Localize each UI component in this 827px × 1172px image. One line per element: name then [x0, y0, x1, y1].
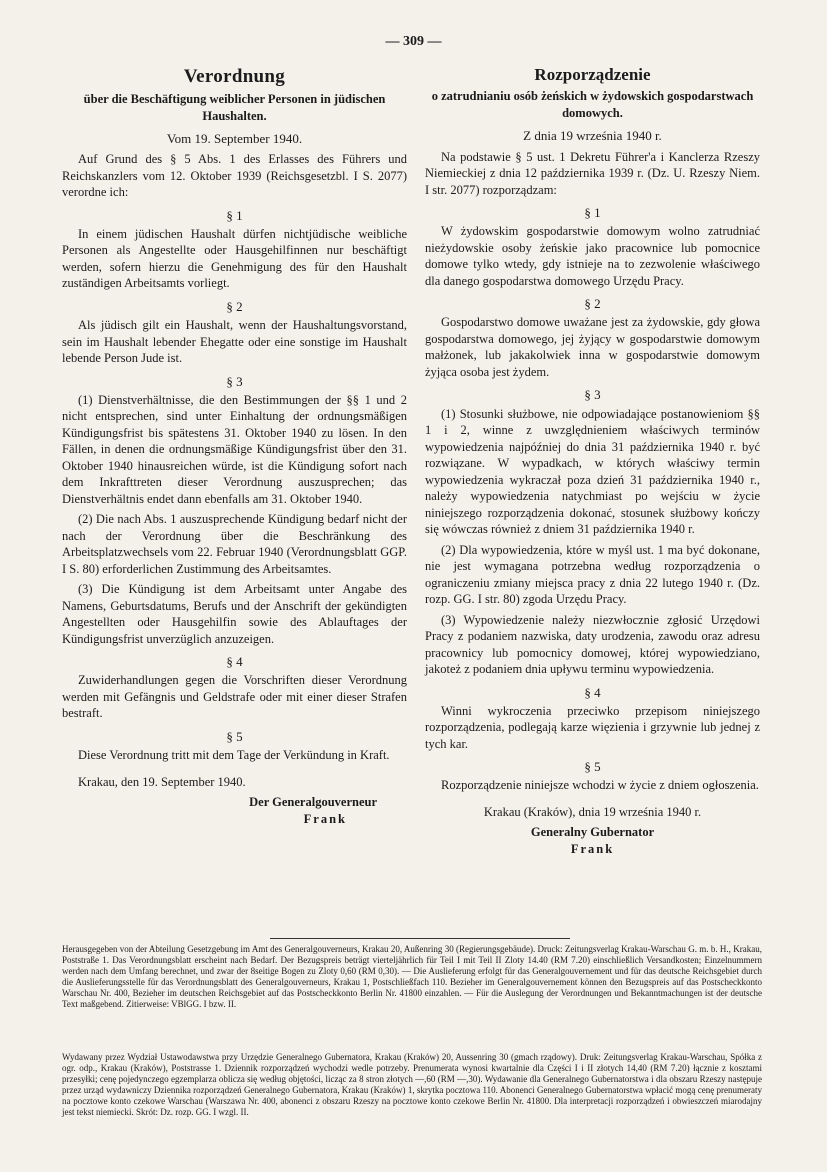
- polish-section-1-text: W żydowskim gospodarstwie domowym wolno zatrudniać nieżydowskie osoby żeńskie jako pracownice lub pomocnice domowe tylko wtedy, gdy istnieje na to zezwolenie właściwego dla danego gospodarstwa domowego Urzędu Pracy.: [425, 224, 760, 288]
- page-number: — 309 —: [385, 34, 442, 49]
- german-section-5-heading: § 5: [226, 728, 243, 744]
- polish-section-2-heading: § 2: [584, 296, 601, 312]
- german-section-3-para-3: (3) Die Kündigung ist dem Arbeitsamt unter Angabe des Namens, Geburtsdatums, Berufs und der Anschrift der gekündigten Angestellten oder Hausgehilfin sowie des Ablauftages der Kündigungsfrist unverzüglich anzuzeigen.: [62, 582, 407, 646]
- german-title: Verordnung: [183, 66, 286, 87]
- german-section-4-heading: § 4: [226, 654, 243, 670]
- polish-title: Rozporządzenie: [534, 65, 651, 84]
- polish-section-3-heading: § 3: [584, 387, 601, 403]
- polish-signatory-role: Generalny Gubernator: [530, 825, 655, 840]
- polish-section-3-para-2: (2) Dla wypowiedzenia, które w myśl ust. 1 ma być dokonane, nie jest wymagana potrzebna według rozporządzenia o ograniczeniu zmiany miejsca pracy z dnia 22 lutego 1940 r. (Dz. rozp. GG. I str. 80) zgoda Urzędu Pracy.: [425, 542, 760, 607]
- german-signatory-role: Der Generalgouverneur: [249, 795, 377, 810]
- german-section-1-heading: § 1: [226, 207, 243, 223]
- polish-section-1-heading: § 1: [584, 205, 601, 221]
- polish-preamble: Na podstawie § 5 ust. 1 Dekretu Führer'a i Kanclerza Rzeszy Niemieckiej z dnia 12 października 1939 r. (Dz. U. Rzeszy Niem. I str. 2077) rozporządzam:: [425, 149, 760, 197]
- german-section-3-para-2: (2) Die nach Abs. 1 auszusprechende Kündigung bedarf nicht der nach der Verordnung über die Beschränkung des Arbeitsplatzwechsels vom 22. Februar 1940 (Verordnungsblatt GGP. I S. 80) erforderlichen Zustimmung des Arbeitsamtes.: [62, 512, 407, 576]
- polish-section-3-para-1: (1) Stosunki służbowe, nie odpowiadające postanowieniom §§ 1 i 2, winne z uwzględnieniem właściwych terminów wypowiedzenia najpóźniej do dnia 31 października 1940 r. być rozwiązane. W wypadkach, w których właściwy termin wypowiedzenia wykraczał poza dzień 31 października 1940 r., należy wypowiedzenia natychmiast po wejściu w życie niniejszego rozporządzenia dokonać, stosunek służbowy kończy się wówczas również z dniem 31 października 1940 r.: [425, 406, 760, 537]
- footer-german-imprint: Herausgegeben von der Abteilung Gesetzgebung im Amt des Generalgouverneurs, Krakau 20, Außenring 30 (Regierungsgebäude). Druck: Zeitungsverlag Krakau-Warschau G. m. b. H., Krakau, Poststraße 1. Das Verordnungsblatt erscheint nach Bedarf. Der Bezugspreis beträgt vierteljährlich für Teil I mit Teil II Zloty 14.40 (RM 7.20) einschließlich Versandkosten; Einzelnummern werden nach dem Umfang berechnet, und zwar der 8seitige Bogen zu Zloty 0,60 (RM 0,30). — Die Auslieferung erfolgt für das Generalgouvernement und für das deutsche Reichsgebiet durch die Auslieferungsstelle für das Verordnungsblatt des Generalgouverneurs, Krakau 1, Postschließfach 110. Bezieher im Generalgouvernement können den Bezugspreis auf das Postscheckkonto Warschau Nr. 400, Bezieher im deutschen Reichsgebiet auf das Postscheckkonto Berlin Nr. 41800 einzahlen. — Für die Auslegung der Verordnungen und Bekanntmachungen ist der deutsche Text maßgebend. Zitierweise: VBlGG. I bzw. II.: [62, 944, 762, 1009]
- polish-section-3-para-3: (3) Wypowiedzenie należy niezwłocznie zgłosić Urzędowi Pracy z podaniem nazwiska, daty urodzenia, zawodu oraz adresu pracownicy lub pomocnicy domowej, której wypowiedziano, jakoteż z podaniem dnia upływu terminu wypowiedzenia.: [425, 612, 760, 677]
- german-section-3-para-1: (1) Dienstverhältnisse, die den Bestimmungen der §§ 1 und 2 nicht entsprechen, sind unter Einhaltung der ordnungsmäßigen Kündigungsfrist bis spätestens 31. Oktober 1940 zu lösen. In den Fällen, in denen die ordnungsmäßige Kündigungsfrist über den 31. Oktober 1940 hinausreichen würde, ist die Kündigung sofort nach dem Inkrafttreten dieser Verordnung auszusprechen; das Dienstverhältnis endet dann ebenfalls am 31. Oktober 1940.: [62, 392, 407, 506]
- german-section-2-text: Als jüdisch gilt ein Haushalt, wenn der Haushaltungsvorstand, sein im Haushalt lebender Ehegatte oder eine sonstige im Haushalt lebende Person Jude ist.: [62, 318, 407, 366]
- polish-section-4-text: Winni wykroczenia przeciwko przepisom niniejszego rozporządzenia, podlegają karze więzienia i grzywnie lub jednej z tych kar.: [425, 703, 760, 751]
- german-signatory-name: Frank: [303, 811, 347, 826]
- polish-section-5-text: Rozporządzenie niniejsze wchodzi w życie z dniem ogłoszenia.: [441, 778, 759, 793]
- footer-polish-imprint: Wydawany przez Wydział Ustawodawstwa przy Urzędzie Generalnego Gubernatora, Krakau (Kraków) 20, Aussenring 30 (gmach rządowy). Druk: Zeitungsverlag Krakau-Warschau, Spółka z ogr. odp., Krakau (Kraków), Poststrasse 1. Dziennik rozporządzeń wychodzi wedle potrzeby. Prenumerata wynosi kwartalnie dla Części I i II złotych 14,40 (RM 7.20) łącznie z kosztami przesyłki; cenę pojedynczego egzemplarza oblicza się według objętości, licząc za 8 stron złotych —,60 (RM —,30). Wydawanie dla Generalnego Gubernatorstwa i dla obszaru Rzeszy następuje przez urząd wydawniczy Dziennika rozporządzeń Generalnego Gubernatora, Krakau (Kraków) 1, skrytka pocztowa 110. Abonenci Generalnego Gubernatorstwa wpłacić mogą cenę prenumeraty na pocztowe konto czekowe Warschau (Warszawa Nr. 400, abonenci z obszaru Rzeszy na pocztowe konto czekowe Berlin Nr. 41800. Dla interpretacji rozporządzeń i obwieszczeń miarodajny jest tekst niemiecki. Skrót: Dz. rozp. GG. I wzgl. II.: [62, 1052, 762, 1117]
- polish-section-5-heading: § 5: [584, 759, 601, 775]
- german-preamble: Auf Grund des § 5 Abs. 1 des Erlasses des Führers und Reichskanzlers vom 12. Oktober 1939 (Reichsgesetzbl. I S. 2077) verordne ich:: [62, 152, 407, 200]
- footer-divider: [270, 938, 570, 939]
- german-place-date: Krakau, den 19. September 1940.: [78, 774, 246, 789]
- german-section-3-heading: § 3: [226, 373, 243, 389]
- polish-column: [425, 64, 760, 857]
- polish-section-2-text: Gospodarstwo domowe uważane jest za żydowskie, gdy głowa gospodarstwa domowego, jej żyjący w gospodarstwie domowym małżonek, lub jakakolwiek inna w gospodarstwie domowym żyjąca osoba jest żydem.: [425, 315, 760, 379]
- polish-subtitle: o zatrudnianiu osób żeńskich w żydowskich gospodarstwach domowych.: [431, 89, 754, 120]
- german-date: Vom 19. September 1940.: [166, 131, 303, 147]
- polish-signatory-name: Frank: [570, 841, 615, 856]
- german-section-5-text: Diese Verordnung tritt mit dem Tage der Verkündung in Kraft.: [78, 748, 390, 763]
- german-column: [62, 64, 407, 827]
- german-section-4-text: Zuwiderhandlungen gegen die Vorschriften dieser Verordnung werden mit Gefängnis und Geldstrafe oder mit einer dieser Strafen bestraft.: [62, 673, 407, 721]
- polish-section-4-heading: § 4: [584, 684, 601, 700]
- polish-place-date: Krakau (Kraków), dnia 19 września 1940 r.: [483, 804, 702, 819]
- german-subtitle: über die Beschäftigung weiblicher Personen in jüdischen Haushalten.: [83, 92, 386, 123]
- polish-date: Z dnia 19 września 1940 r.: [523, 128, 662, 144]
- german-section-1-text: In einem jüdischen Haushalt dürfen nichtjüdische weibliche Personen als Angestellte oder Hausgehilfinnen nur beschäftigt werden, sofern hierzu die Genehmigung des für den Haushalt zuständigen Arbeitsamts vorliegt.: [62, 226, 407, 291]
- german-section-2-heading: § 2: [226, 298, 243, 314]
